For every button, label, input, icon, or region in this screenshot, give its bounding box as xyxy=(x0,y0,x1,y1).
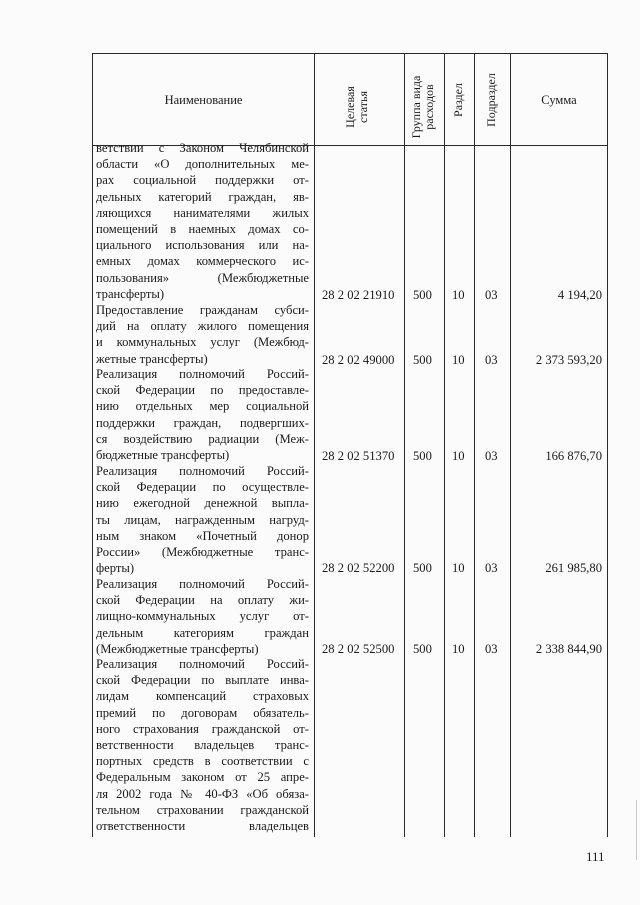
row-2-line: ся воздействию радиации (Меж- xyxy=(96,431,309,446)
row-3-sub: 03 xyxy=(485,561,498,575)
row-5-line: ветственности владельцев транс- xyxy=(96,737,309,752)
row-2-line: ской Федерации по предоставле- xyxy=(96,383,309,398)
row-0-group: 500 xyxy=(413,288,432,302)
table-col-line-3 xyxy=(444,53,445,837)
row-0-sum: 4 194,20 xyxy=(557,288,602,302)
row-1-line: и коммунальных услуг (Межбюд- xyxy=(96,335,309,350)
row-1-code: 28 2 02 49000 xyxy=(322,353,395,367)
row-3-line: ным знаком «Почетный донор xyxy=(96,528,309,543)
row-1-sum: 2 373 593,20 xyxy=(535,353,602,367)
scan-edge-mark xyxy=(636,800,637,860)
row-name-2 xyxy=(96,366,309,463)
row-2-section: 10 xyxy=(452,449,465,463)
row-0-sub: 03 xyxy=(485,288,498,302)
row-4-sub: 03 xyxy=(485,642,498,656)
row-0-line: дельных категорий граждан, яв- xyxy=(96,189,309,204)
row-0-line: помещений в наемных домах со- xyxy=(96,221,309,236)
row-name-4 xyxy=(96,576,309,657)
row-5-line: Реализация полномочий Россий- xyxy=(96,657,309,671)
table-col-line-2 xyxy=(404,53,405,837)
row-5-line: лидам компенсаций страховых xyxy=(96,689,309,704)
row-3-sum: 261 985,80 xyxy=(545,561,602,575)
row-3-line: нию ежегодной денежной выпла- xyxy=(96,496,309,511)
table-col-line-4 xyxy=(474,53,475,837)
header-target-line-2: статья xyxy=(356,91,370,123)
row-name-0 xyxy=(96,140,309,302)
row-1-sub: 03 xyxy=(485,353,498,367)
row-5-line: портных средств в соответствии с xyxy=(96,754,309,769)
row-3-line: России» (Межбюджетные транс- xyxy=(96,544,309,559)
row-0-line: ляющихся нанимателями жилых xyxy=(96,205,309,220)
row-5-line: ля 2002 года № 40-ФЗ «Об обяза- xyxy=(96,786,309,801)
header-group xyxy=(410,67,440,147)
row-2-sub: 03 xyxy=(485,449,498,463)
row-4-line: Реализация полномочий Россий- xyxy=(96,577,309,591)
row-name-3 xyxy=(96,463,309,576)
header-group-line-2: расходов xyxy=(422,84,436,130)
row-4-line: (Межбюджетные трансферты) xyxy=(96,641,259,656)
row-3-line: ской Федерации по осуществле- xyxy=(96,480,309,495)
row-5-line: ответственности владельцев xyxy=(96,818,309,833)
row-3-group: 500 xyxy=(413,561,432,575)
row-0-line: ветствии с Законом Челябинской xyxy=(96,141,309,155)
row-5-line: Федеральным законом от 25 апре- xyxy=(96,770,309,785)
row-4-section: 10 xyxy=(452,642,465,656)
header-group-line-1: Группа вида xyxy=(409,75,423,139)
row-2-code: 28 2 02 51370 xyxy=(322,449,395,463)
row-1-line: дий на оплату жилого помещения xyxy=(96,319,309,334)
row-4-sum: 2 338 844,90 xyxy=(535,642,602,656)
row-4-line: лищно-коммунальных услуг от- xyxy=(96,609,309,624)
row-0-line: области «О дополнительных ме- xyxy=(96,157,309,172)
row-0-code: 28 2 02 21910 xyxy=(322,288,395,302)
row-4-line: дельным категориям граждан xyxy=(96,625,309,640)
row-3-code: 28 2 02 52200 xyxy=(322,561,395,575)
header-target-line-1: Целевая xyxy=(343,86,357,128)
header-subsection: Подраздел xyxy=(484,73,498,127)
row-2-sum: 166 876,70 xyxy=(545,449,602,463)
table-col-line-5 xyxy=(510,53,511,837)
table-col-line-1 xyxy=(314,53,315,837)
page-number: 111 xyxy=(586,849,605,864)
table-col-line-0 xyxy=(92,53,93,837)
row-1-group: 500 xyxy=(413,353,432,367)
row-4-group: 500 xyxy=(413,642,432,656)
table-col-line-6 xyxy=(607,53,608,837)
row-1-line: Предоставление гражданам субси- xyxy=(96,303,309,317)
row-0-line: трансферты) xyxy=(96,286,165,301)
row-2-line: нию отдельных мер социальной xyxy=(96,399,309,414)
row-2-line: поддержки граждан, подвергших- xyxy=(96,415,309,430)
row-4-code: 28 2 02 52500 xyxy=(322,642,395,656)
row-0-line: циального использования или на- xyxy=(96,238,309,253)
row-5-line: ской Федерации по выплате инва- xyxy=(96,673,309,688)
row-0-line: емных домах коммерческого ис- xyxy=(96,254,309,269)
row-3-line: Реализация полномочий Россий- xyxy=(96,464,309,478)
row-2-line: Реализация полномочий Россий- xyxy=(96,367,309,381)
header-name: Наименование xyxy=(164,93,243,107)
table-border-top xyxy=(92,53,608,54)
row-3-section: 10 xyxy=(452,561,465,575)
header-target-article xyxy=(344,67,374,147)
row-name-1 xyxy=(96,302,309,367)
row-0-line: рах социальной поддержки от- xyxy=(96,173,309,188)
row-1-line: жетные трансферты) xyxy=(96,351,208,366)
row-5-line: тельном страховании гражданской xyxy=(96,802,309,817)
row-3-line: ферты) xyxy=(96,561,135,576)
row-5-line: ного страхования гражданской от- xyxy=(96,721,309,736)
header-sum: Сумма xyxy=(541,93,577,107)
row-0-section: 10 xyxy=(452,288,465,302)
row-3-line: ты лицам, награжденным нагруд- xyxy=(96,512,309,527)
row-5-line: премий по договорам обязатель- xyxy=(96,705,309,720)
row-1-section: 10 xyxy=(452,353,465,367)
row-2-line: бюджетные трансферты) xyxy=(96,447,230,462)
row-name-5 xyxy=(96,656,309,834)
row-2-group: 500 xyxy=(413,449,432,463)
row-0-line: пользования» (Межбюджетные xyxy=(96,270,309,285)
row-4-line: ской Федерации на оплату жи- xyxy=(96,593,309,608)
header-section: Раздел xyxy=(451,83,465,117)
